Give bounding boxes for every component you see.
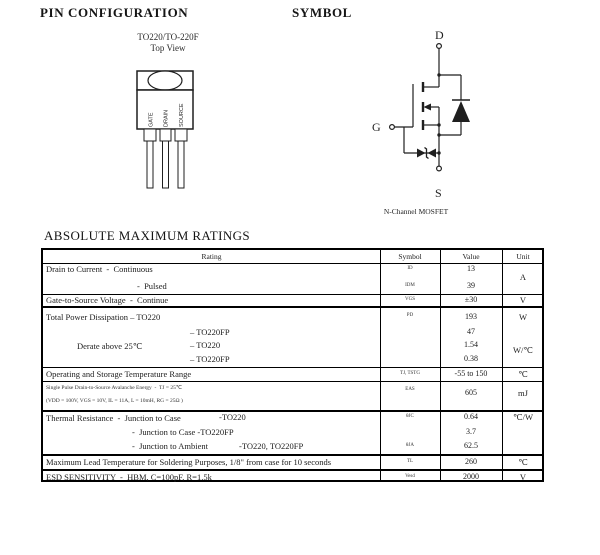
symbol-theta-jc: θJC <box>406 414 414 419</box>
rating-thermal-jc-variant: -TO220 <box>219 412 246 422</box>
value-pd-fp: 47 <box>467 327 475 336</box>
rating-temperature-range: Operating and Storage Temperature Range <box>46 369 192 379</box>
value-vgs: ±30 <box>464 295 478 304</box>
gate-terminal <box>390 125 395 130</box>
unit-thermal: ℃/W <box>513 412 533 422</box>
column-header-value: Value <box>462 252 480 261</box>
to220-package-drawing <box>110 58 230 198</box>
rating-esd-sensitivity: ESD SENSITIVITY - HBM, C=100pF, R=1.5k <box>46 472 212 482</box>
rating-thermal-jc-fp: - Junction to Case -TO220FP <box>132 427 234 437</box>
symbol-pd: PD <box>406 313 414 318</box>
body-diode <box>452 101 470 122</box>
value-derate-fp: 0.38 <box>464 354 478 363</box>
pin-lead-2 <box>163 141 169 188</box>
rating-thermal-ja: - Junction to Ambient <box>132 441 209 451</box>
rating-thermal-ja-variant: -TO220, TO220FP <box>239 441 304 451</box>
mosfet-symbol-drawing <box>360 25 500 225</box>
rating-lead-temperature: Maximum Lead Temperature for Soldering Purposes, 1/8" from case for 10 seconds <box>46 457 332 467</box>
table-row-divider <box>43 381 542 382</box>
rating-derate-label: Derate above 25℃ <box>77 341 143 351</box>
symbol-idm: IDM <box>405 283 415 288</box>
value-temp-range: -55 to 150 <box>454 369 488 378</box>
rating-gate-source-voltage: Gate-to-Source Voltage - Continue <box>46 295 169 305</box>
pin-stub-1 <box>144 129 156 141</box>
symbol-eas: EAS <box>405 387 415 392</box>
value-vesd: 2000 <box>463 472 479 481</box>
unit-tl: ℃ <box>518 457 528 467</box>
package-view-label: Top View <box>150 43 186 53</box>
symbol-tj-tstg: TJ, TSTG <box>400 371 420 376</box>
table-row-divider <box>43 454 542 456</box>
rating-power-dissipation-fp: – TO220FP <box>190 327 230 337</box>
column-header-rating: Rating <box>201 252 222 261</box>
column-header-symbol: Symbol <box>398 252 422 261</box>
ratings-table <box>41 248 544 482</box>
rating-avalanche-energy-line2: (VDD = 100V, VGS = 10V, IL = 11A, L = 10mH, RG = 25Ω ) <box>46 398 183 404</box>
esd-diode-left <box>417 149 426 158</box>
pin-label-source: SOURCE <box>179 103 185 127</box>
unit-derate: W/℃ <box>513 345 533 355</box>
gate-label: G <box>372 120 381 134</box>
unit-temp-range: ℃ <box>518 369 528 379</box>
table-row-divider <box>43 306 542 308</box>
rating-derate-to220: – TO220 <box>190 340 221 350</box>
symbol-theta-ja: θJA <box>406 443 414 448</box>
value-theta-ja: 62.5 <box>464 441 478 450</box>
unit-vesd: V <box>519 472 527 482</box>
absolute-maximum-ratings-heading: ABSOLUTE MAXIMUM RATINGS <box>44 228 251 243</box>
drain-label: D <box>435 28 444 42</box>
unit-id: A <box>519 272 527 282</box>
pin-lead-3 <box>178 141 184 188</box>
pin-stub-3 <box>175 129 187 141</box>
symbol-vgs: VGS <box>404 297 415 302</box>
rating-drain-current-pulsed: - Pulsed <box>137 281 167 291</box>
pin-configuration-heading: PIN CONFIGURATION <box>40 5 189 20</box>
pin-lead-1 <box>147 141 153 188</box>
rating-derate-to220fp: – TO220FP <box>190 354 230 364</box>
rating-thermal-jc: Thermal Resistance - Junction to Case <box>46 413 181 423</box>
value-theta-jc: 0.64 <box>464 412 478 421</box>
value-derate: 1.54 <box>464 340 478 349</box>
source-terminal <box>437 166 442 171</box>
symbol-caption: N-Channel MOSFET <box>383 207 449 216</box>
rating-drain-current: Drain to Current - Continuous <box>46 264 153 274</box>
symbol-id: ID <box>407 266 413 271</box>
package-name: TO220/TO-220F <box>137 32 199 42</box>
table-row-divider <box>43 367 542 368</box>
pin-stub-2 <box>160 129 171 141</box>
unit-eas: mJ <box>518 388 528 398</box>
drain-terminal <box>437 44 442 49</box>
value-tl: 260 <box>465 457 477 466</box>
value-id: 13 <box>467 264 475 273</box>
table-column-divider <box>502 250 503 480</box>
value-idm: 39 <box>467 281 475 290</box>
value-pd: 193 <box>465 312 477 321</box>
unit-vgs: V <box>519 295 527 305</box>
rating-power-dissipation: Total Power Dissipation – TO220 <box>46 312 161 322</box>
pin-label-drain: DRAIN <box>163 109 170 127</box>
source-label: S <box>435 186 442 200</box>
table-row-divider <box>43 469 542 471</box>
unit-pd: W <box>518 312 528 322</box>
rating-avalanche-energy-line1: Single Pulse Drain-to-Source Avalanche Energy - TJ = 25℃ <box>46 385 183 391</box>
column-header-unit: Unit <box>516 252 530 261</box>
esd-diode-right <box>428 149 437 158</box>
symbol-vesd: Vesd <box>405 474 415 479</box>
value-eas: 605 <box>465 388 477 397</box>
symbol-tl: TL <box>406 459 414 464</box>
symbol-heading: SYMBOL <box>292 5 352 20</box>
value-theta-jc-fp: 3.7 <box>466 427 476 436</box>
substrate-arrow <box>424 104 432 111</box>
mounting-hole <box>148 71 182 90</box>
pin-label-gate: GATE <box>148 112 155 127</box>
